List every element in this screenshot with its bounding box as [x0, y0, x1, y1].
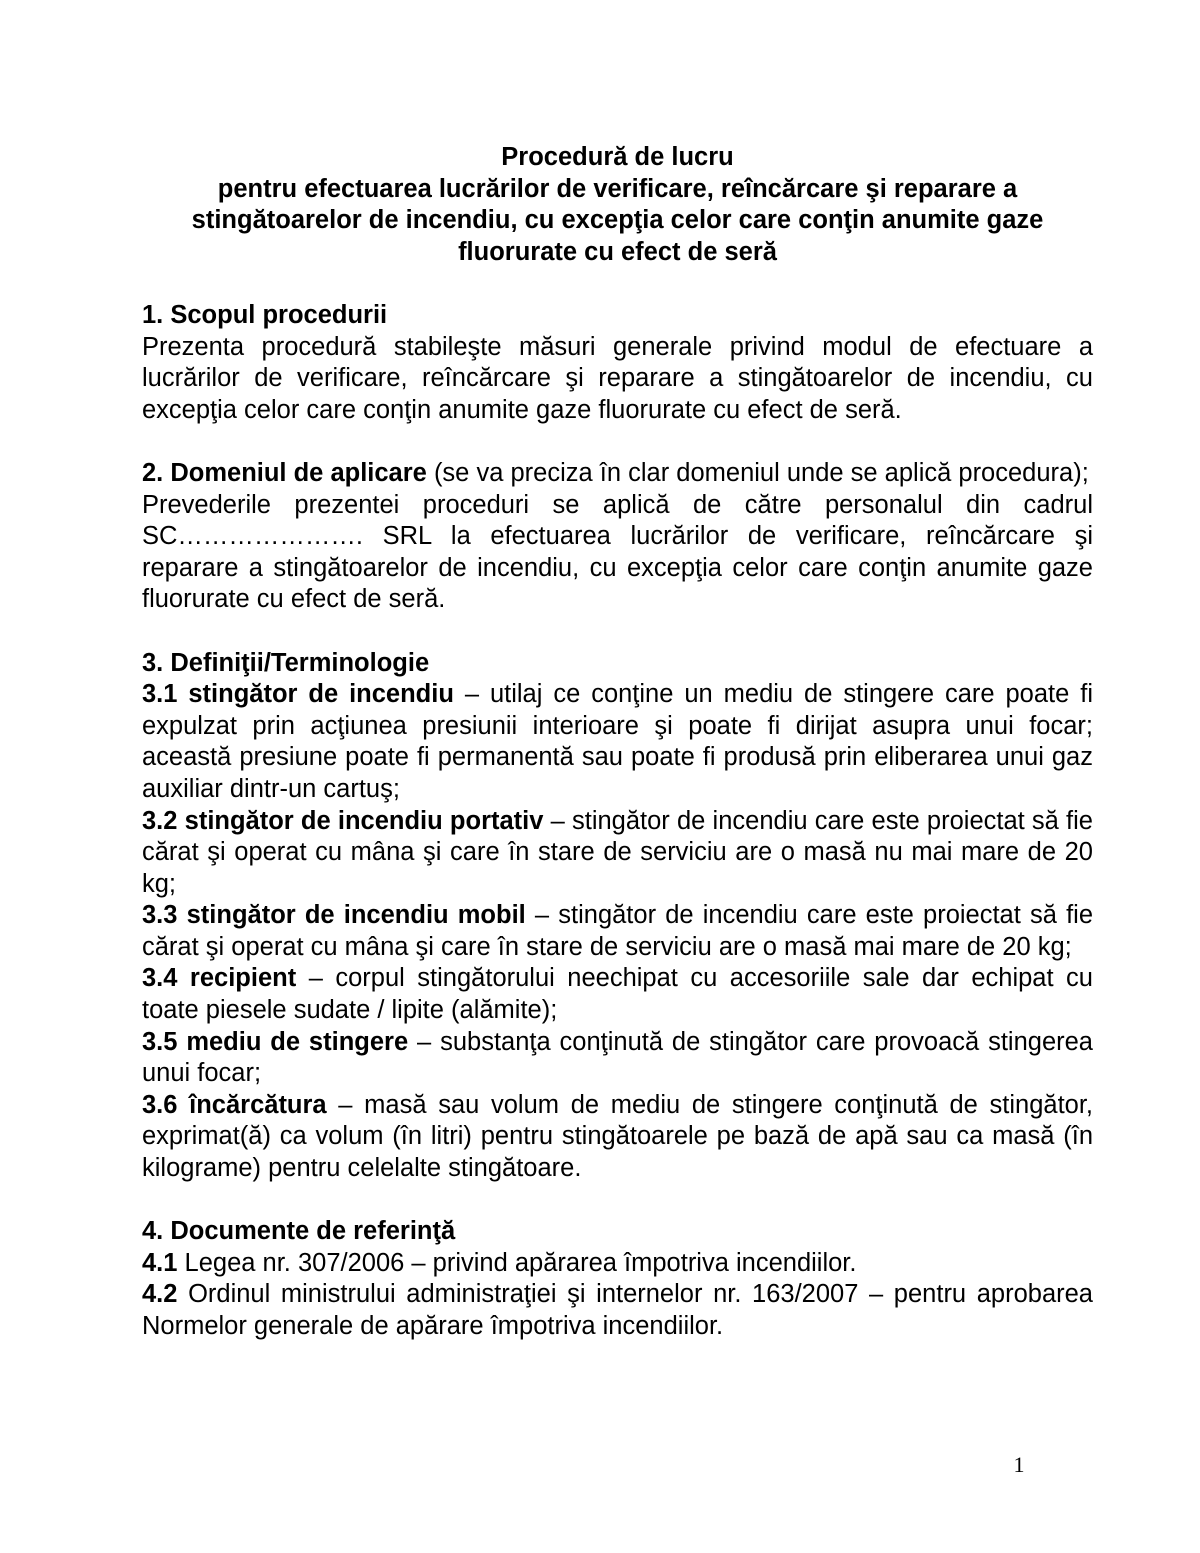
definition-text: – stingător de incendiu care este proiectat să fie cărat şi operat cu mâna şi care în stare de serviciu are o masă nu mai mare de 20 kg;: [142, 806, 1093, 898]
definition-term: 3.2 stingător de incendiu portativ: [142, 806, 544, 835]
section-4-heading: 4. Documente de referinţă: [142, 1217, 456, 1246]
reference-number: 4.2: [142, 1280, 178, 1309]
definition-3-6: [142, 1090, 1093, 1185]
section-2-text: Prevederile prezentei proceduri se aplică de către personalul din cadrul SC…………………. SRL la efectuarea lucrărilor de verificare, reîncărcare şi reparare a stingătoarelor de incendiu, cu excepţia celor care conţin anumite gaze fluorurate cu efect de seră.: [142, 490, 1093, 614]
definition-text: – stingător de incendiu care este proiectat să fie cărat şi operat cu mâna şi care în stare de serviciu are o masă mai mare de 20 kg;: [142, 901, 1093, 961]
definition-3-4: [142, 963, 1093, 1026]
definition-term: 3.6 încărcătura: [142, 1090, 327, 1119]
definition-3-1: [142, 679, 1093, 805]
spacer: [142, 426, 1093, 458]
section-1-text: Prezenta procedură stabileşte măsuri generale privind modul de efectuare a lucrărilor de verificare, reîncărcare şi reparare a stingătoarelor de incendiu, cu excepţia celor care conţin anumite gaze fluorurate cu efect de seră.: [142, 332, 1093, 424]
definition-3-3: [142, 900, 1093, 963]
section-2-heading-note: (se va preciza în clar domeniul unde se aplică procedura);: [426, 458, 1089, 487]
section-2-heading: 2. Domeniul de aplicare: [142, 458, 427, 487]
title-line-2: pentru efectuarea lucrărilor de verificare, reîncărcare şi reparare a stingătoarelor de incendiu, cu excepţia celor care conţin anumite gaze fluorurate cu efect de seră: [191, 174, 1044, 266]
definition-term: 3.5 mediu de stingere: [142, 1027, 409, 1056]
definition-3-5: [142, 1027, 1093, 1090]
definition-text: – corpul stingătorului neechipat cu accesoriile sale dar echipat cu toate piesele sudate / lipite (alămite);: [142, 964, 1093, 1025]
definition-3-2: [142, 806, 1093, 901]
reference-4-1: [142, 1248, 1093, 1280]
document-title: [140, 142, 1095, 268]
reference-text: Ordinul ministrului administraţiei şi internelor nr. 163/2007 – pentru aprobarea Normelor generale de apărare împotriva incendiilor.: [142, 1280, 1093, 1340]
reference-text: Legea nr. 307/2006 – privind apărarea împotriva incendiilor.: [177, 1248, 857, 1277]
section-1-heading: 1. Scopul procedurii: [142, 301, 388, 329]
document-body: [142, 300, 1093, 1343]
reference-number: 4.1: [142, 1248, 178, 1277]
definition-term: 3.4 recipient: [142, 964, 297, 993]
definition-text: – masă sau volum de mediu de stingere conţinută de stingător, exprimat(ă) ca volum (în litri) pentru stingătoarele pe bază de apă sau ca masă (în kilograme) pentru celelalte stingătoare.: [142, 1090, 1093, 1183]
definition-text: – utilaj ce conţine un mediu de stingere care poate fi expulzat prin acţiunea presiunii interioare şi poate fi dirijat asupra unui focar; această presiune poate fi permanentă sau poate fi produsă prin eliberarea unui gaz auxiliar dintr-un cartuş;: [142, 680, 1093, 803]
title-line-1: Procedură de lucru: [501, 143, 734, 171]
section-2-heading-paragraph: [142, 458, 1093, 490]
definition-term: 3.3 stingător de incendiu mobil: [142, 901, 526, 930]
page-number: 1: [1013, 1452, 1025, 1477]
spacer: [142, 1185, 1093, 1217]
section-3-heading: 3. Definiţii/Terminologie: [142, 648, 430, 677]
reference-4-2: [142, 1279, 1093, 1342]
spacer: [142, 616, 1093, 648]
definition-term: 3.1 stingător de incendiu: [142, 680, 454, 709]
definition-text: – substanţa conţinută de stingător care provoacă stingerea unui focar;: [142, 1027, 1093, 1088]
